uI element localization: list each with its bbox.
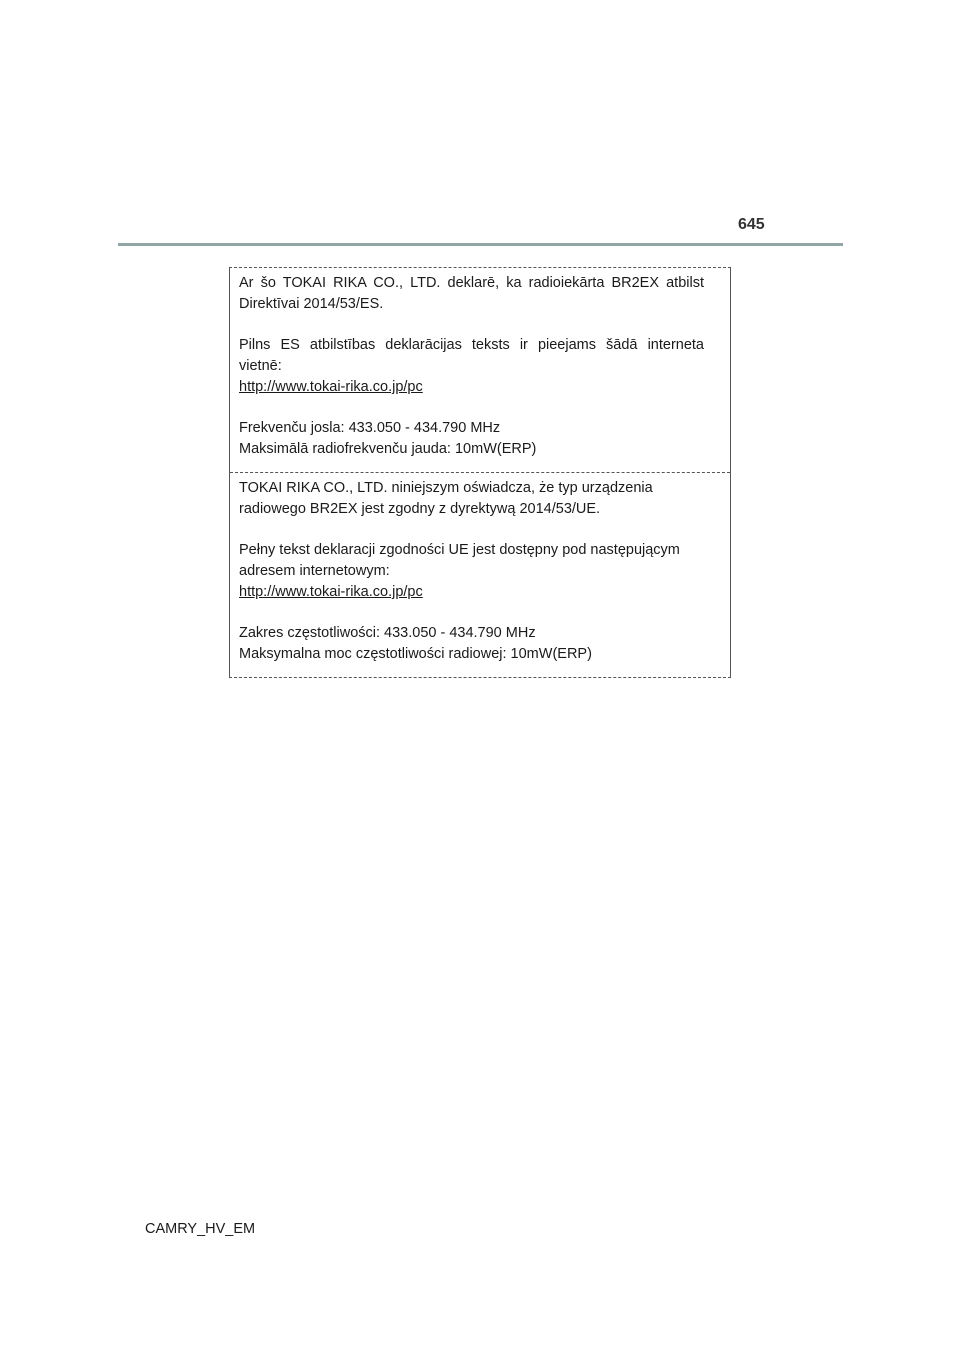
fulltext-paragraph — [239, 540, 704, 603]
fulltext-line: Pilns ES atbilstības deklarācijas teksts ir pieejams šādā interneta — [239, 337, 704, 353]
footer-code: CAMRY_HV_EM — [145, 1221, 256, 1237]
radio-specs-paragraph — [239, 623, 704, 665]
max-power-text: Maksimālā radiofrekvenču jauda: 10mW(ERP) — [239, 441, 537, 457]
radio-specs-paragraph — [239, 418, 704, 460]
declaration-paragraph — [239, 478, 704, 520]
page-number: 645 — [738, 216, 765, 233]
declaration-line: TOKAI RIKA CO., LTD. niniejszym oświadcza, że typ urządzenia — [239, 480, 653, 496]
fulltext-paragraph — [239, 335, 704, 398]
notice-section-latvian — [230, 268, 730, 472]
declaration-line: radiowego BR2EX jest zgodny z dyrektywą 2014/53/UE. — [239, 501, 601, 517]
fulltext-line: Pełny tekst deklaracji zgodności UE jest dostępny pod następującym — [239, 542, 680, 558]
fulltext-line: vietnē: — [239, 358, 282, 374]
notice-section-polish — [230, 472, 730, 677]
max-power-text: Maksymalna moc częstotliwości radiowej: 10mW(ERP) — [239, 646, 592, 662]
declaration-url-link[interactable]: http://www.tokai-rika.co.jp/pc — [239, 379, 423, 395]
notice-box — [229, 267, 731, 678]
frequency-band-text: Zakres częstotliwości: 433.050 - 434.790 MHz — [239, 625, 536, 641]
declaration-paragraph — [239, 273, 704, 315]
header-rule — [118, 243, 843, 246]
fulltext-line: adresem internetowym: — [239, 563, 390, 579]
declaration-line: Direktīvai 2014/53/ES. — [239, 296, 384, 312]
declaration-url-link[interactable]: http://www.tokai-rika.co.jp/pc — [239, 584, 423, 600]
declaration-line: Ar šo TOKAI RIKA CO., LTD. deklarē, ka radioiekārta BR2EX atbilst — [239, 275, 704, 291]
frequency-band-text: Frekvenču josla: 433.050 - 434.790 MHz — [239, 420, 501, 436]
